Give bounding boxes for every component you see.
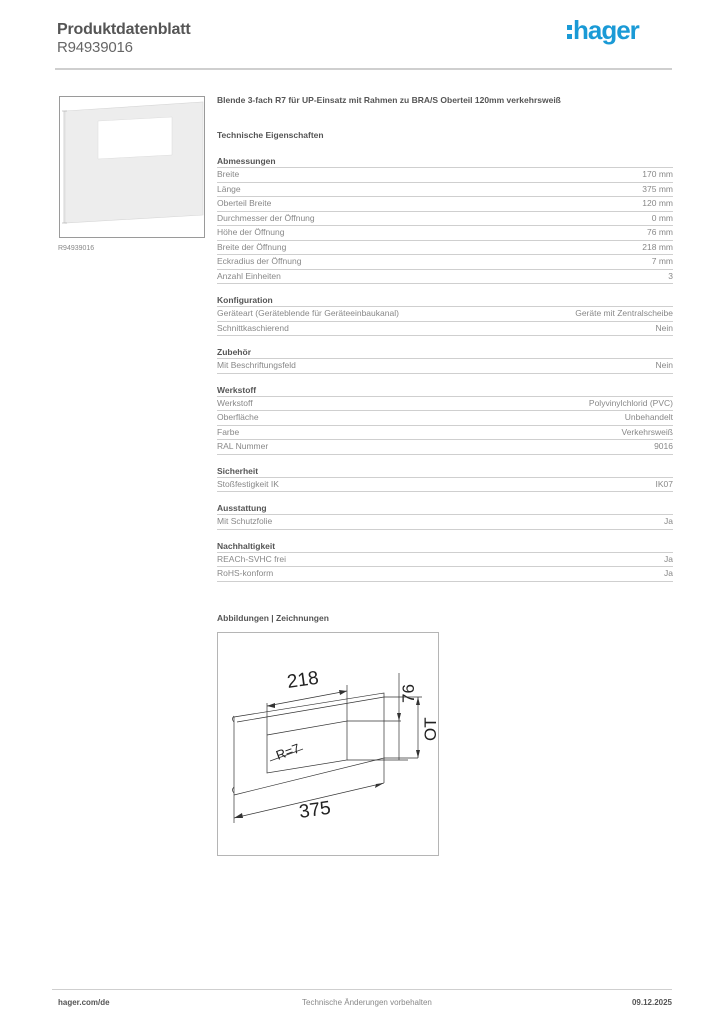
spec-label: Werkstoff	[217, 397, 253, 408]
spec-row	[217, 183, 673, 198]
section-sustainability	[217, 540, 673, 582]
figures-heading: Abbildungen | Zeichnungen	[217, 613, 329, 623]
spec-value: 3	[668, 270, 673, 281]
spec-value: 170 mm	[642, 169, 673, 179]
spec-label: Eckradius der Öffnung	[217, 256, 302, 266]
spec-value: 375 mm	[642, 183, 673, 194]
spec-row	[217, 440, 673, 455]
spec-value: Ja	[664, 553, 673, 564]
spec-label: Mit Beschriftungsfeld	[217, 360, 296, 370]
svg-text:OT: OT	[421, 717, 440, 741]
spec-row	[217, 426, 673, 441]
spec-label: Farbe	[217, 426, 240, 437]
spec-value: IK07	[655, 478, 673, 489]
spec-label: RoHS-konform	[217, 568, 274, 578]
product-details	[217, 94, 673, 592]
spec-label: Länge	[217, 183, 241, 194]
spec-row	[217, 567, 673, 582]
spec-label: Mit Schutzfolie	[217, 516, 273, 526]
spec-row	[217, 411, 673, 426]
footer-disclaimer: Technische Änderungen vorbehalten	[302, 998, 432, 1007]
spec-value: Unbehandelt	[624, 412, 673, 422]
spec-value: Nein	[655, 322, 673, 333]
spec-label: Stoßfestigkeit IK	[217, 478, 279, 489]
dimension-drawing-icon	[218, 633, 440, 857]
section-title: Konfiguration	[217, 294, 673, 307]
spec-value: 120 mm	[642, 198, 673, 208]
section-title: Zubehör	[217, 346, 673, 359]
spec-value: Nein	[655, 360, 673, 370]
section-material	[217, 384, 673, 455]
header-divider	[55, 68, 672, 70]
technical-properties-heading: Technische Eigenschaften	[217, 130, 324, 140]
spec-value: 218 mm	[642, 241, 673, 252]
spec-row	[217, 197, 673, 212]
spec-row	[217, 255, 673, 270]
spec-value: 0 mm	[651, 212, 673, 223]
section-safety	[217, 465, 673, 493]
spec-value: 76 mm	[647, 227, 673, 237]
spec-value: 7 mm	[651, 256, 673, 266]
spec-row	[217, 322, 673, 337]
hager-logo: hager	[573, 15, 639, 45]
spec-row	[217, 168, 673, 183]
cover-plate-illustration-icon	[60, 97, 206, 239]
svg-text:375: 375	[297, 797, 333, 823]
svg-text:R=7: R=7	[273, 740, 302, 763]
section-title: Abmessungen	[217, 155, 673, 168]
section-title: Werkstoff	[217, 384, 673, 397]
product-image	[59, 96, 205, 238]
section-title: Ausstattung	[217, 502, 673, 515]
spec-row	[217, 307, 673, 322]
spec-label: Durchmesser der Öffnung	[217, 212, 315, 223]
section-equipment	[217, 502, 673, 530]
technical-drawing	[217, 632, 439, 856]
spec-value: Verkehrsweiß	[621, 426, 673, 437]
spec-row	[217, 359, 673, 374]
spec-label: REACh-SVHC frei	[217, 553, 286, 564]
spec-label: Oberteil Breite	[217, 198, 272, 208]
website-link[interactable]: hager.com/de	[58, 998, 110, 1007]
spec-label: Höhe der Öffnung	[217, 227, 285, 237]
document-title: Produktdatenblatt	[57, 21, 191, 38]
spec-row	[217, 226, 673, 241]
spec-value: Ja	[664, 568, 673, 578]
spec-row	[217, 478, 673, 493]
product-sku: R94939016	[57, 39, 133, 56]
spec-label: Breite	[217, 169, 240, 179]
spec-value: Polyvinylchlorid (PVC)	[588, 397, 673, 408]
section-title: Nachhaltigkeit	[217, 540, 673, 553]
spec-row	[217, 212, 673, 227]
spec-row	[217, 515, 673, 530]
spec-row	[217, 241, 673, 256]
spec-row	[217, 397, 673, 412]
spec-label: Anzahl Einheiten	[217, 270, 281, 281]
section-accessories	[217, 346, 673, 374]
footer-divider	[52, 989, 672, 990]
product-image-caption: R94939016	[58, 245, 95, 252]
document-date: 09.12.2025	[631, 998, 672, 1007]
spec-label: Breite der Öffnung	[217, 241, 287, 252]
spec-label: Schnittkaschierend	[217, 322, 289, 333]
product-description: Blende 3-fach R7 für UP-Einsatz mit Rahmen zu BRA/S Oberteil 120mm verkehrsweiß	[217, 95, 561, 105]
section-configuration	[217, 294, 673, 336]
svg-text:218: 218	[285, 667, 321, 693]
section-dimensions	[217, 155, 673, 284]
svg-text:76: 76	[399, 684, 418, 703]
spec-row	[217, 270, 673, 285]
spec-value: Geräte mit Zentralscheibe	[575, 308, 673, 318]
spec-label: Oberfläche	[217, 412, 259, 422]
spec-value: Ja	[664, 516, 673, 526]
spec-row	[217, 553, 673, 568]
spec-label: RAL Nummer	[217, 441, 269, 451]
spec-value: 9016	[654, 441, 673, 451]
section-title: Sicherheit	[217, 465, 673, 478]
spec-label: Geräteart (Geräteblende für Geräteeinbaukanal)	[217, 308, 399, 318]
